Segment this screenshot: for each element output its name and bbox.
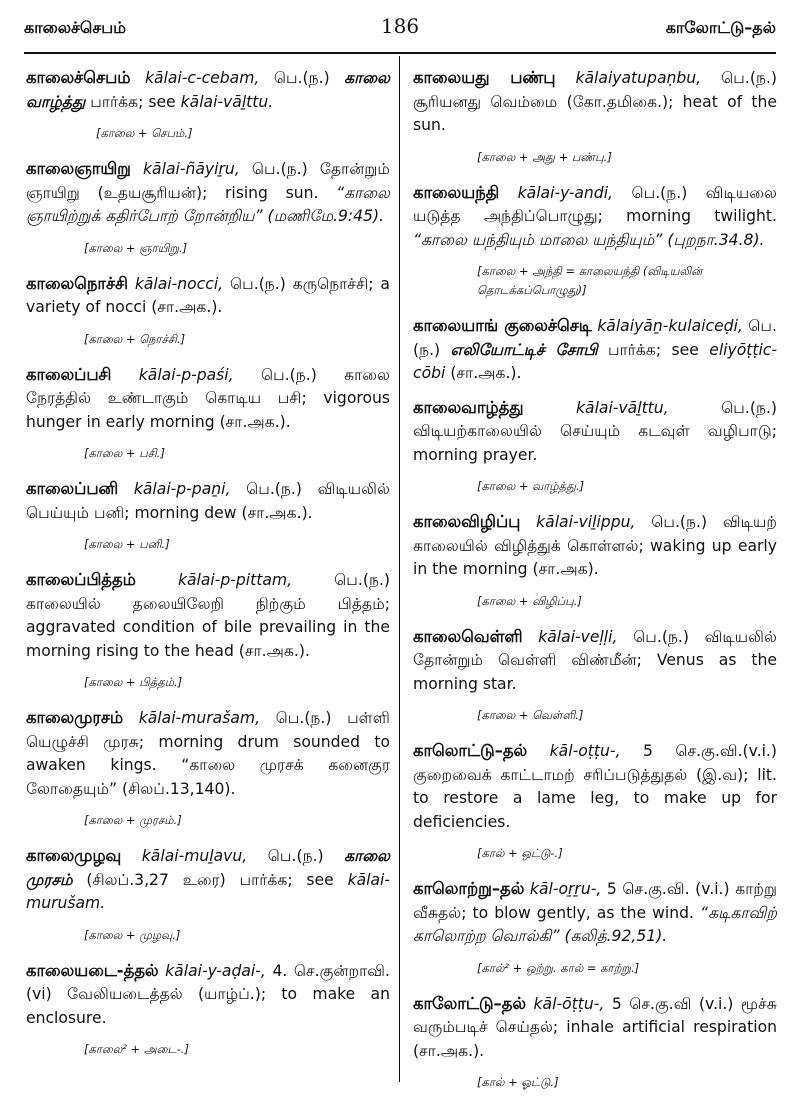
headword: காலையந்தி <box>413 182 500 202</box>
definition: விடியலில் பெய்யும் பனி; morning dew (சா.அக.). <box>26 480 390 522</box>
headword: காலைஞாயிறு <box>26 159 131 178</box>
part-of-speech: பெ.(ந.) <box>633 627 689 646</box>
header-left-guideword: காலைச்செபம் <box>24 18 126 37</box>
transliteration: kālai-p-paṉi, <box>133 480 231 498</box>
definition: விடியலில் தோன்றும் வெள்ளி விண்மீன்; Venus as the morning star. <box>413 627 777 693</box>
transliteration: kālai-viḻippu, <box>536 513 636 531</box>
transliteration: kālai-p-paśi, <box>138 365 234 384</box>
dictionary-entry <box>26 66 390 114</box>
etymology: [காலை + அந்தி = காலையந்தி (விடியலின் தொடக்கப்பொழுது)] <box>477 264 703 297</box>
etymology: [கால்² + ஒற்று. கால் = காற்று.] <box>477 960 640 975</box>
definition: விடியற் காலையில் விழித்துக் கொள்ளல்; waking up early in the morning (சா.அக). <box>413 513 777 578</box>
part-of-speech: பெ.(ந.) <box>275 709 332 727</box>
definition: கருநொச்சி; a variety of nocci (சா.அக.). <box>26 274 390 316</box>
headword: காலைமுழவு <box>26 846 122 865</box>
transliteration: kālai-nocci, <box>134 274 224 293</box>
left-column <box>26 66 390 1073</box>
dictionary-entry <box>413 66 777 138</box>
transliteration: kālaiyāṉ-kulaiceḍi, <box>597 317 743 335</box>
header-rule <box>24 52 776 54</box>
cross-reference: எலியோட்டிச் சோபி <box>450 340 598 359</box>
definition: மூச்சு வரும்படிச் செய்தல்; inhale artificial respiration (சா.அக.). <box>413 994 777 1060</box>
dictionary-entry <box>413 739 777 834</box>
page-header <box>24 14 776 50</box>
definition: காலை நேரத்தில் உண்டாகும் கொடிய பசி; vigorous hunger in early morning (சா.அக.). <box>26 365 390 431</box>
etymology: [கால் + ஓட்டு.] <box>477 1075 559 1089</box>
headword: காலோட்டு–தல் <box>413 993 527 1013</box>
headword: காலைப்பித்தம் <box>26 570 136 589</box>
headword: காலொற்று–தல் <box>413 879 525 898</box>
definition: (சிலப்.3,27 உரை) பார்க்க; see <box>86 870 334 889</box>
headword: காலைவிழிப்பு <box>413 512 521 531</box>
etymology: [காலை² + அடை-.] <box>84 1042 189 1056</box>
transliteration: kāl-oṭṭu-, <box>549 742 621 760</box>
definition: பள்ளி யெழுச்சி முரசு; morning drum sounded to awaken kings. <box>26 709 390 774</box>
headword: காலைவாழ்த்து <box>413 397 524 417</box>
dictionary-entry <box>413 877 777 949</box>
headword: காலைநொச்சி <box>26 273 128 293</box>
definition: விடியலை யடுத்த அந்திப்பொழுது; morning twilight. <box>413 183 777 225</box>
part-of-speech: 5 செ.கு.வி. (v.i.) <box>606 880 730 898</box>
part-of-speech: பெ.(ந.) <box>721 398 777 417</box>
definition: குறைவைக் காட்டாமற் சரிப்படுத்துதல் (இ.வ); lit. to restore a lame leg, to make up for deficiencies. <box>413 765 777 831</box>
see-reference: kālai-vāḻttu. <box>180 92 274 111</box>
transliteration: kālai-murašam, <box>138 709 261 727</box>
headword: காலைவெள்ளி <box>413 626 523 646</box>
etymology: [காலை + செபம்.] <box>96 126 193 140</box>
definition: விடியற்காலையில் செய்யும் கடவுள் வழிபாடு; morning prayer. <box>413 422 777 464</box>
definition: காற்று வீசுதல்; to blow gently, as the wind. <box>413 880 777 922</box>
dictionary-entry <box>26 363 390 435</box>
transliteration: kālaiyatupaṇbu, <box>575 69 702 87</box>
transliteration: kālai-muḻavu, <box>141 847 248 865</box>
dictionary-entry <box>26 959 390 1031</box>
etymology: [காலை + முழவு.] <box>84 927 181 942</box>
etymology: [காலை + பித்தம்.] <box>84 675 183 689</box>
etymology: [காலை + வாழ்த்து.] <box>477 479 585 493</box>
transliteration: kālai-c-cebam, <box>144 69 260 87</box>
dictionary-entry <box>26 272 390 320</box>
etymology: [காலை + வெள்ளி.] <box>477 708 584 722</box>
transliteration: kālai-veḷḷi, <box>538 627 618 646</box>
dictionary-entry <box>413 181 777 253</box>
dictionary-entry <box>26 477 390 525</box>
part-of-speech: பெ.(ந.) <box>334 571 390 589</box>
source-abbreviation: (சா.அக.). <box>450 364 522 382</box>
definition: சூரியனது வெம்மை (கோ.தமிகை.); heat of the sun. <box>413 92 777 134</box>
headword: காலைமுரசம் <box>26 708 124 727</box>
headword: காலையடை-த்தல் <box>26 960 159 980</box>
cross-reference: காலை வாழ்த்து <box>26 69 390 111</box>
etymology: [காலை + அது + பண்பு.] <box>477 149 612 164</box>
definition: பார்க்க; see <box>608 340 699 359</box>
quotation: “காலை யந்தியும் மாலை யந்தியும்” (புறநா.34.8). <box>413 230 765 249</box>
etymology: [காலை + முரசம்.] <box>84 813 182 827</box>
headword: காலொட்டு–தல் <box>413 741 528 760</box>
etymology: [காலை + நொச்சி.] <box>84 331 186 346</box>
quotation: “கடிகாவிற் காலொற்ற வொல்கி” (கலித்.92,51). <box>413 903 777 945</box>
part-of-speech: 5 செ.கு.வி (v.i.) <box>611 994 734 1013</box>
header-right-guideword: காலோட்டு–தல் <box>665 18 776 37</box>
transliteration: kāl-ōṭṭu-, <box>533 994 605 1013</box>
headword: காலைப்பனி <box>26 479 119 498</box>
part-of-speech: பெ.(ந.) <box>267 847 324 865</box>
column-divider <box>399 56 400 1082</box>
dictionary-entry <box>413 992 777 1064</box>
transliteration: kālai-y-aḍai-, <box>165 961 266 980</box>
part-of-speech: பெ.(ந.) <box>721 69 777 87</box>
dictionary-entry <box>413 510 777 582</box>
part-of-speech: பெ.(ந.) <box>651 513 708 531</box>
etymology: [காலை + பனி.] <box>84 537 170 551</box>
definition: வேலியடைத்தல் (யாழ்ப்.); to make an enclosure. <box>26 985 390 1027</box>
part-of-speech: பெ.(ந.) <box>230 274 286 293</box>
part-of-speech: 5 செ.கு.வி.(v.i.) <box>642 742 777 760</box>
transliteration: kālai-p-pittam, <box>177 571 293 589</box>
headword: காலைச்செபம் <box>26 68 131 87</box>
headword: காலையாங் குலைச்செடி <box>413 316 592 335</box>
part-of-speech: பெ.(ந.) <box>246 480 302 498</box>
part-of-speech: 4. செ.குன்றாவி. (vi) <box>26 961 390 1003</box>
part-of-speech: பெ.(ந.) <box>273 69 330 87</box>
etymology: [காலை + பசி.] <box>84 446 165 460</box>
etymology: [கால் + ஒட்டு-.] <box>477 846 563 860</box>
cross-reference: காலை முரசம் <box>26 847 390 889</box>
headword: காலைப்பசி <box>26 364 112 384</box>
part-of-speech: பெ.(ந.) <box>260 365 317 384</box>
dictionary-entry <box>26 844 390 916</box>
etymology: [காலை + ஞாயிறு.] <box>84 240 188 255</box>
transliteration: kālai-ñāyiṟu, <box>143 160 240 178</box>
transliteration: kāl-oṟṟu-, <box>529 880 602 898</box>
headword: காலையது பண்பு <box>413 68 556 87</box>
definition: காலையில் தலையிலேறி நிற்கும் பித்தம்; aggravated condition of bile prevailing in the morning rising to the head (சா.அக.). <box>26 594 390 660</box>
see-reference: kālai-murušam. <box>26 870 390 912</box>
dictionary-entry <box>413 396 777 468</box>
page-number: 186 <box>380 14 420 38</box>
quotation: “காலை ஞாயிற்றுக் கதிர்போற் றோன்றிய” (மணிமே.9:45). <box>26 183 390 225</box>
dictionary-entry <box>26 157 390 229</box>
definition: தோன்றும் ஞாயிறு (உதயசூரியன்); rising sun. <box>26 160 390 202</box>
quotation: “காலை முரசக் கனைகுர லோதையும்” (சிலப்.13,140). <box>26 756 390 798</box>
definition: பார்க்க; see <box>90 92 176 111</box>
dictionary-entry <box>26 706 390 801</box>
see-reference: eliyōṭṭic-cōbi <box>413 340 778 382</box>
part-of-speech: பெ.(ந.) <box>631 183 688 202</box>
right-column <box>413 66 777 1106</box>
transliteration: kālai-vāḻttu, <box>576 398 669 417</box>
part-of-speech: பெ.(ந.) <box>251 160 308 178</box>
dictionary-entry <box>26 568 390 663</box>
transliteration: kālai-y-andi, <box>517 183 613 202</box>
dictionary-entry <box>413 625 777 697</box>
part-of-speech: பெ.(ந.) <box>413 317 777 359</box>
etymology: [காலை + விழிப்பு.] <box>477 593 582 608</box>
dictionary-entry <box>413 314 777 386</box>
